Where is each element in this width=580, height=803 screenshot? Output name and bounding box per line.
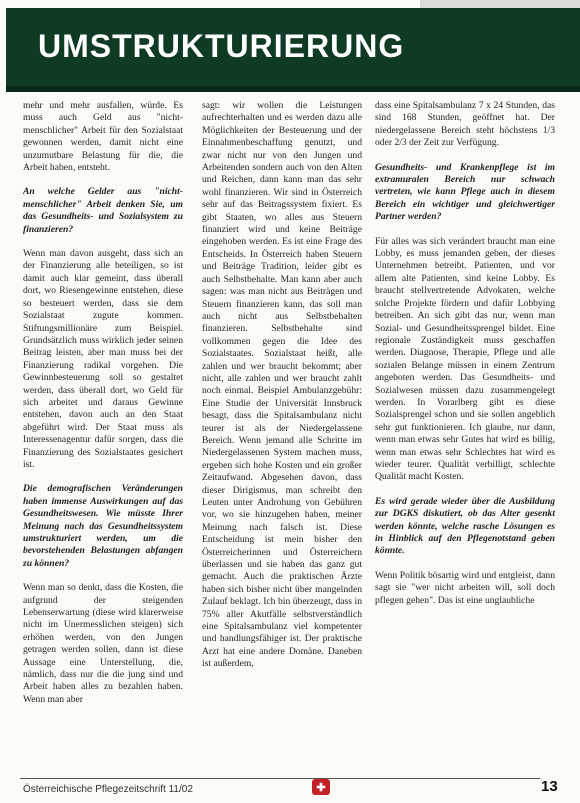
- article-column-1: [23, 100, 183, 750]
- page-title: UMSTRUKTURIERUNG: [38, 28, 405, 64]
- body-paragraph: sagt: wir wollen die Leistungen aufrechterhalten und es werden dazu alle Möglichkeiten der Besteuerung und der Einnahmenbeschaffung genutzt, und zwar nicht nur von den Jungen und Arbeitenden sondern auch von den Alten und Reichen, dann kann man das sehr wohl finanzieren. Wir sind in Österreich sehr auf das Beitragssystem fixiert. Es gibt Staaten, wo alles aus Steuern finanziert wird und keine Beiträge eingehoben werden. Es ist eine Frage des Entscheids. In Österreich haben Steuern und Beiträge Tradition, leider gibt es auch Selbstbehalte. Man kann aber auch sagen: was man nicht aus Beiträgen und Steuern finanzieren kann, das soll man auch nicht aus Selbstbehalten finanzieren. Selbstbehalte sind vollkommen gegen die Idee des Sozialstaates. Sozialstaat heißt, alle zahlen und wer braucht bekommt; aber nicht, alle zahlen und wer braucht zahlt noch einmal. Beispiel Ambulanzgebühr: Eine Studie der Universität Innsbruck besagt, dass die Spitalsambulanz nicht teurer ist als der Niedergelassene Bereich. Wenn jemand alle Schritte im Niedergelassenen System machen muss, ergeben sich hohe Kosten und ein großer Zeitaufwand. Abgesehen davon, dass dieser Dirigismus, man schreibt den Leuten unter Androhung von Gebühren vor, wo sie hinzugehen haben, meiner Meinung nach falsch ist. Diese Entscheidung ist mein bisher den Österreicherinnen und Österreichern überlassen und sie haben das ganz gut gemacht. Auch die praktischen Ärzte haben sich bisher nicht über mangelnden Zulauf beklagt. Ich bin überzeugt, dass in 75% aller Akutfälle selbstverständlich eine Spitalsambulanz viel kompetenter und handlungsfähiger ist. Der praktische Arzt hat eine andere Domäne. Daneben ist außerdem,: [202, 100, 362, 670]
- header-corner-decoration: [420, 0, 580, 8]
- body-paragraph: Für alles was sich verändert braucht man eine Lobby, es muss jemanden geben, der dieses Unternehmen betreibt. Patienten, und vor allem alte Patienten, sind keine Lobby. Es braucht stellvertretende Advokaten, welche solche Projekte fördern und dafür Lobbying betreiben. An sich gibt das nur, wenn man Sozial- und Gesundheitssprengel bildet. Eine regionale Zuständigkeit muss geschaffen werden. Diagnose, Therapie, Pflege und alle sozialen Belange müssen in einem Zentrum angeboten werden. Das Gesundheits- und Sozialwesen müssen dazu zusammengelegt werden. In Vorarlberg gibt es diese Sozialsprengel schon und sie sollen angeblich sehr gut funktionieren. Ich glaube, nur dann, wenn man etwas sehr Gutes hat wird es billig, wenn man etwas sehr Schlechtes hat wird es wieder teurer. Qualität verbilligt, schlechte Qualität macht Kosten.: [375, 235, 555, 483]
- journal-name: Österreichische Pflegezeitschrift 11/02: [23, 784, 193, 795]
- body-paragraph: Wenn man so denkt, dass die Kosten, die aufgrund der steigenden Lebenserwartung (diese wird klarerweise nicht im Unermesslichen steigen) sich erhöhen werden, von den Jungen getragen werden sollen, dann ist diese Aussage eine Unterstellung, die, nämlich, dass nur die die jung sind und Arbeit haben alles zu bezahlen haben. Wenn man aber: [23, 582, 183, 705]
- page-footer: [0, 774, 580, 803]
- title-banner: [6, 8, 580, 92]
- interview-question: Die demografischen Veränderungen haben immense Auswirkungen auf das Gesundheitswesen. Wie müsste Ihrer Meinung nach das Gesundheitssystem umstrukturiert werden, um die bevorstehenden Belastungen abfangen zu können?: [23, 483, 183, 569]
- interview-question: Es wird gerade wieder über die Ausbildung zur DGKS diskutiert, ob das Alter gesenkt werden könnte, welche rasche Lösungen es in Hinblick auf den Pflegenotstand geben könnte.: [375, 495, 555, 557]
- article-column-3: [375, 100, 555, 750]
- body-paragraph: mehr und mehr ausfallen, würde. Es muss auch Geld aus "nicht-menschlicher" Arbeit für den Sozialstaat gewonnen werden, damit nicht eine unzumutbare Belastung für die, die Arbeit haben, entsteht.: [23, 100, 183, 174]
- article-column-2: [202, 100, 362, 750]
- body-paragraph: Wenn man davon ausgeht, dass sich an der Finanzierung alle beteiligen, so ist damit auch klar gemeint, dass überall dort, wo Riesengewinne entstehen, diese so besteuert werden, dass sie dem Sozialstaat zugute kommen. Stiftungsmillionäre zum Beispiel. Grundsätzlich muss wirklich jeder seinen Beitrag leisten, aber man muss bei der Finanzierung radikal vorgehen. Die Gewinnbesteuerung soll so gestaltet werden, dass überall dort, wo Geld für sich arbeitet und daraus Gewinne entstehen, davon auch an den Staat abgeführt wird. Der Staat muss als Interessenagentur dafür sorgen, dass die Finanzierung des Sozialstaates gesichert ist.: [23, 248, 183, 470]
- interview-question: Gesundheits- und Krankenpflege ist im extramuralen Bereich nur schwach vertreten, wie kann Pflege auch in diesem Bereich ein wichtiger und gleichwertiger Partner werden?: [375, 161, 555, 223]
- page-number: 13: [541, 778, 558, 795]
- interview-question: An welche Gelder aus "nicht-menschlicher" Arbeit denken Sie, um das Gesundheits- und Sozialsystem zu finanzieren?: [23, 186, 183, 235]
- body-paragraph: dass eine Spitalsambulanz 7 x 24 Stunden, das sind 168 Stunden, geöffnet hat. Der niedergelassene Bereich steht höchstens 1/3 oder 2/3 der Zeit zur Verfügung.: [375, 100, 555, 149]
- cross-logo-icon: ✚: [312, 779, 330, 795]
- footer-rule: [20, 778, 540, 779]
- body-paragraph: Wenn Politik bösartig wird und entgleist, dann sagt sie "wer nicht arbeiten will, soll doch pflegen gehen". Das ist eine unglaubliche: [375, 569, 555, 606]
